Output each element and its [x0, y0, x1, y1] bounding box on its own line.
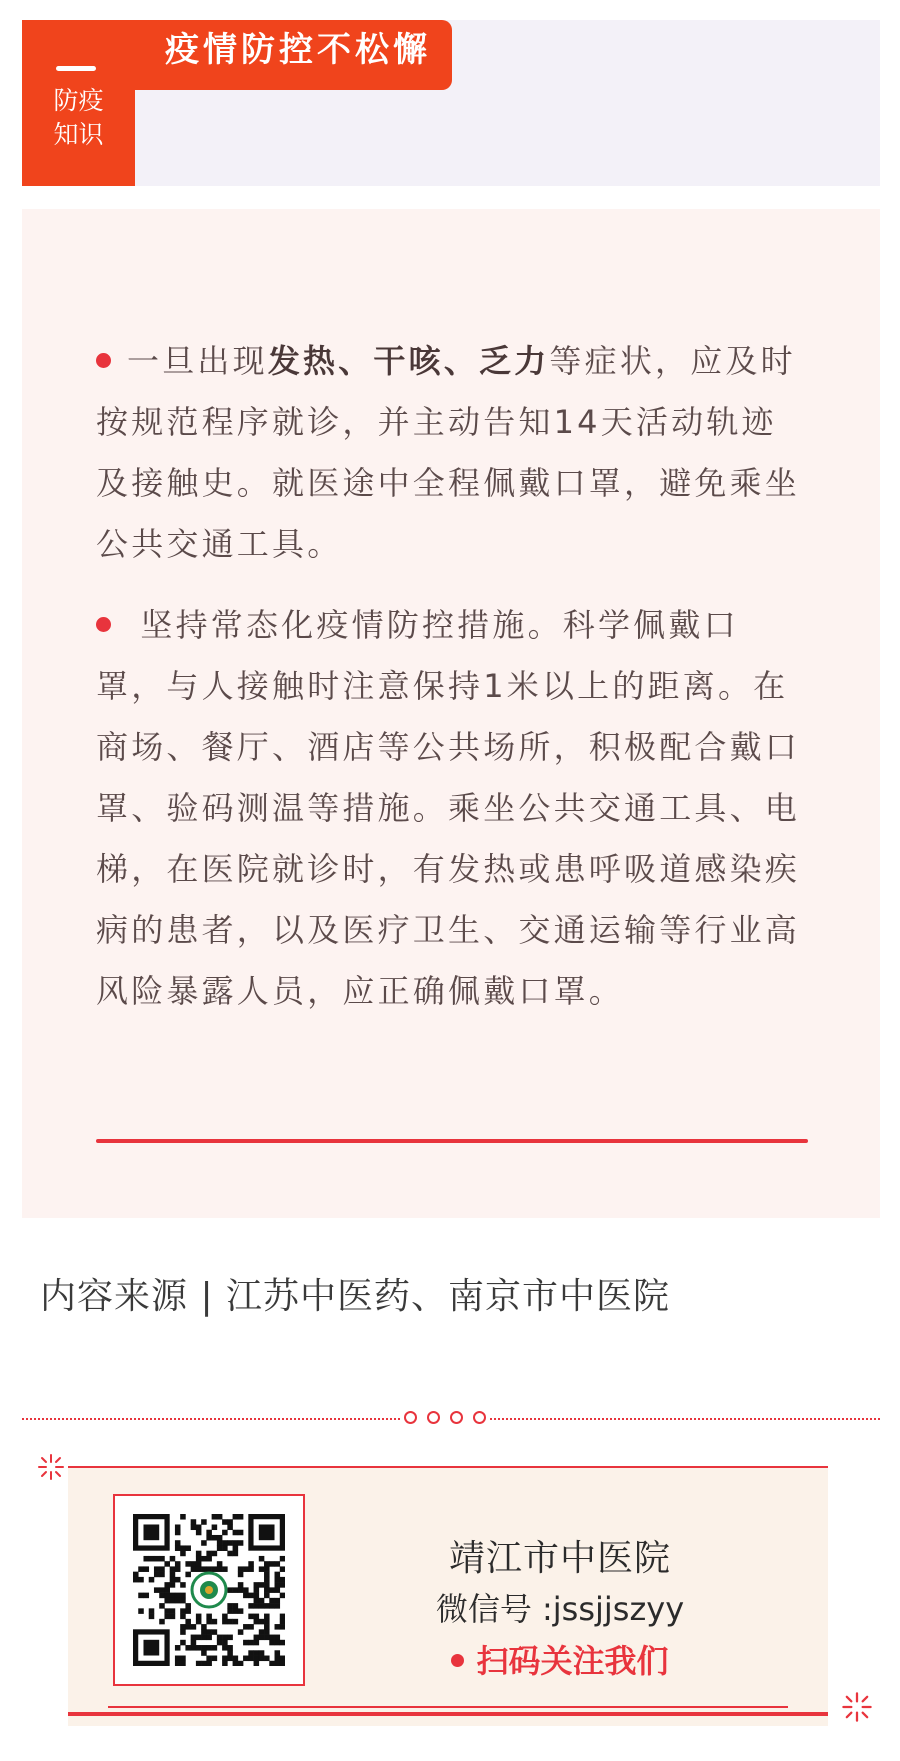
- follow-label: [380, 1634, 740, 1688]
- ring-icon: [427, 1411, 440, 1424]
- follow-text: 扫码关注我们: [476, 1642, 669, 1680]
- divider-rings: [400, 1405, 490, 1431]
- qr-code-icon[interactable]: [133, 1514, 285, 1666]
- wechat-id: 微信号 :jssjjszyy: [435, 1590, 685, 1628]
- badge-line-2: 知识: [53, 120, 104, 149]
- footer-rule-inner: [108, 1706, 788, 1708]
- bullet-dot-icon: [96, 353, 111, 368]
- hospital-logo-icon: [192, 1573, 226, 1607]
- ring-icon: [473, 1411, 486, 1424]
- bullet-dot-icon: [96, 617, 111, 632]
- section-title: 疫情防控不松懈: [135, 20, 452, 90]
- section-badge: [22, 20, 135, 186]
- paragraph-symptoms: [96, 331, 808, 575]
- paragraph-measures: [96, 595, 808, 1022]
- ring-icon: [450, 1411, 463, 1424]
- para1-prefix: 一旦出现: [127, 342, 268, 380]
- section-header: [22, 20, 880, 186]
- follow-dot-icon: [451, 1654, 464, 1667]
- card-divider: [96, 1139, 808, 1143]
- para2-text: 坚持常态化疫情防控措施。科学佩戴口罩，与人接触时注意保持1米以上的距离。在商场、餐厅、酒店等公共场所，积极配合戴口罩、验码测温等措施。乘坐公共交通工具、电梯，在医院就诊时，有发热或患呼吸道感染疾病的患者，以及医疗卫生、交通运输等行业高风险暴露人员，应正确佩戴口罩。: [96, 606, 801, 1010]
- para1-bold: 发热、干咳、乏力: [267, 342, 550, 380]
- badge-line-1: 防疫: [53, 86, 104, 115]
- hospital-info: [380, 1534, 740, 1688]
- para1-rest: 等症状，应及时按规范程序就诊，并主动告知14天活动轨迹及接触史。就医途中全程佩戴口罩，避免乘坐公共交通工具。: [96, 342, 801, 563]
- content-source: 内容来源 | 江苏中医药、南京市中医院: [40, 1276, 671, 1317]
- footer-rule: [68, 1712, 828, 1716]
- hospital-name: 靖江市中医院: [448, 1538, 671, 1579]
- badge-dash-icon: [56, 66, 96, 71]
- content-card: [22, 209, 880, 1218]
- spark-icon: [36, 1452, 66, 1482]
- spark-icon: [840, 1690, 874, 1724]
- qr-code-frame[interactable]: [113, 1494, 305, 1686]
- badge-text: [22, 84, 135, 152]
- ring-icon: [404, 1411, 417, 1424]
